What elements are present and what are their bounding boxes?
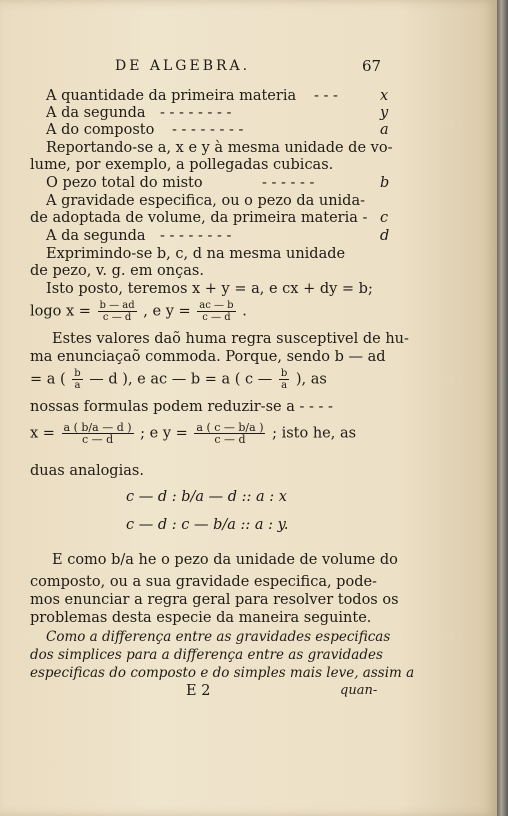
denominator: c — d [202,312,231,323]
equation-line: Isto posto, teremos x + y = a, e cx + dy = b; [46,281,373,297]
list-item-symbol: x [380,88,389,104]
fraction [194,422,265,445]
running-title: DE ALGEBRA. [115,58,251,74]
paragraph-line: duas analogias. [30,463,144,479]
equation-line [30,300,247,323]
list-item-symbol: d [380,228,390,244]
equation-part: — d ), e ac — b = a ( c — [89,371,273,388]
list-item-symbol: a [380,122,389,138]
paragraph-line: nossas formulas podem reduzir-se a - - - - [30,399,333,415]
analogy-line: c — d : b/a — d :: a : x [126,489,287,505]
denominator: c — d [214,433,246,446]
paragraph-line: A gravidade especifica, ou o pezo da unida- [46,193,365,209]
fraction [62,422,134,445]
list-item-label: A da segunda [46,228,146,244]
paragraph-line: de adoptada de volume, da primeira materia - [30,210,368,226]
numerator: a ( c — b/a ) [196,421,264,434]
paragraph-line: Reportando-se a, x e y à mesma unidade de vo- [46,140,393,156]
list-item-label: A quantidade da primeira materia [46,88,297,104]
equation-suffix: . [242,303,247,320]
denominator: c — d [102,312,132,323]
list-item-dots: - - - [314,88,338,104]
equation-part: = a ( [30,371,66,388]
list-item-symbol: b [380,175,390,191]
paragraph-line: E como b/a he o pezo da unidade de volume do [52,552,398,568]
equation-prefix: logo x = [30,303,91,320]
catchword: quan- [340,683,378,698]
list-item-label: O pezo total do misto [46,175,203,191]
paragraph-line: de pezo, v. g. em onças. [30,263,204,279]
paragraph-line: Estes valores daõ huma regra susceptivel de hu- [52,331,409,347]
analogy-line: c — d : c — b/a :: a : y. [126,517,289,533]
paragraph-line: problemas desta especie da maneira seguinte. [30,610,372,626]
fraction [72,368,82,391]
denominator: a [74,380,81,391]
rule-line: dos simplices para a differença entre as gravidades [30,647,383,663]
page-number: 67 [362,57,382,75]
list-item-symbol: c [380,210,389,226]
equation-part: x = [30,425,55,442]
equation-line [30,422,356,445]
rule-line: Como a differença entre as gravidades especificas [46,629,391,645]
denominator: c — d [81,433,114,446]
list-item-label: A do composto [46,122,155,138]
equation-part: ; isto he, as [272,425,357,442]
page-edge [497,0,508,816]
numerator: b [280,368,288,379]
numerator: ac — b [199,300,234,311]
signature-mark: E 2 [186,683,211,699]
paragraph-line: composto, ou a sua gravidade especifica, pode- [30,574,377,590]
denominator: a [281,380,288,391]
paragraph-line: mos enunciar a regra geral para resolver todos os [30,592,399,608]
numerator: b [74,368,81,379]
list-item-symbol: y [380,105,389,121]
fraction [279,368,289,391]
list-item-dots: - - - - - - - - [160,105,232,121]
paragraph-line: lume, por exemplo, a pollegadas cubicas. [30,157,334,173]
equation-part: ), as [295,371,327,388]
list-item-label: A da segunda [46,105,146,121]
paragraph-line: Exprimindo-se b, c, d na mesma unidade [46,246,346,262]
numerator: a ( b/a — d ) [63,421,132,434]
list-item-dots: - - - - - - [262,175,315,191]
list-item-dots: - - - - - - - - [160,228,232,244]
paragraph-line: ma enunciaçaõ commoda. Porque, sendo b — ad [30,349,386,365]
rule-line: especificas do composto e do simples mais leve, assim a [30,665,415,681]
numerator: b — ad [99,300,135,311]
equation-mid: , e y = [143,303,191,320]
fraction [98,300,137,323]
equation-part: ; e y = [140,425,188,442]
list-item-dots: - - - - - - - - [172,122,244,138]
fraction [197,300,235,323]
equation-line [30,368,327,391]
